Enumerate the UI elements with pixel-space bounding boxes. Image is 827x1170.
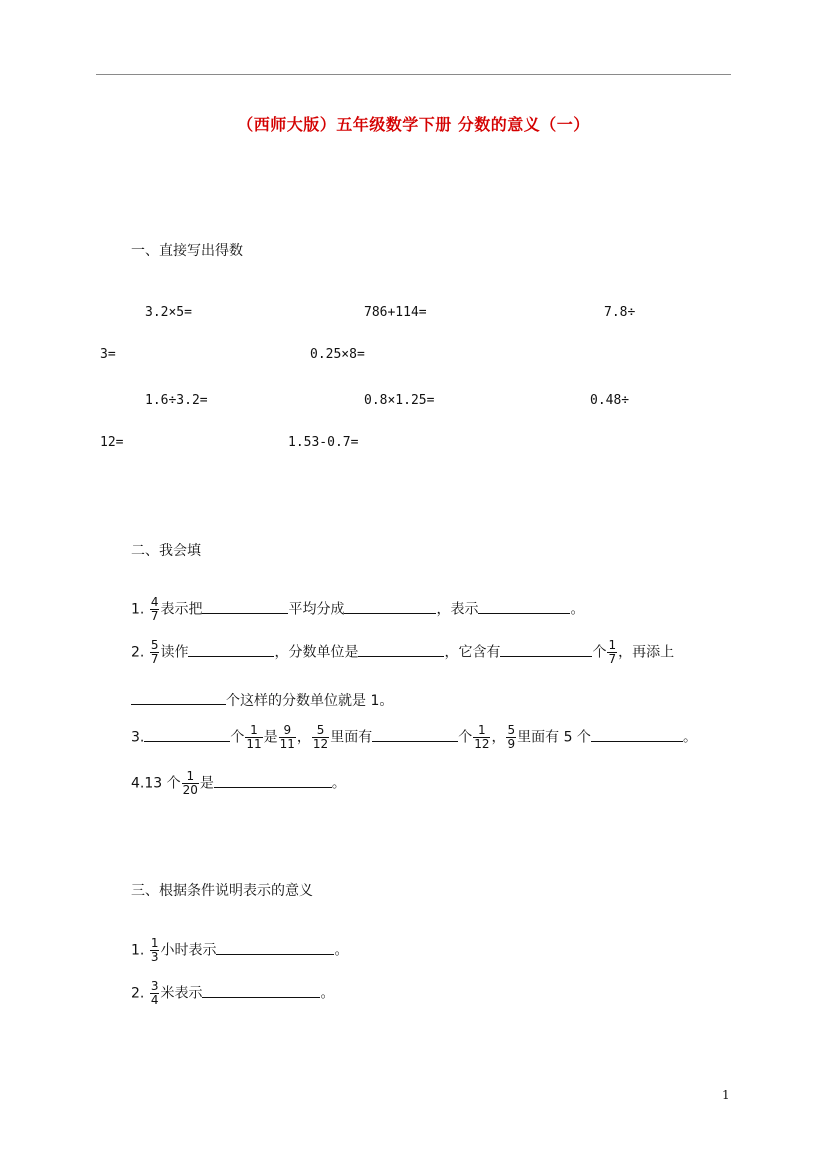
answer-blank[interactable] [216, 942, 334, 955]
fraction: $\frac{1}{7}$ [608, 638, 617, 666]
calc-item: 786+114= [364, 305, 427, 320]
fraction: $\frac{1}{11}$ [246, 723, 262, 751]
fraction: $\frac{5}{7}$ [150, 638, 159, 666]
answer-blank[interactable] [144, 729, 230, 742]
calc-item: 12= [100, 435, 124, 450]
answer-blank[interactable] [202, 985, 320, 998]
fraction: $\frac{1}{12}$ [474, 723, 490, 751]
section2-heading: 二、我会填 [131, 543, 201, 559]
question-2-4: 4.13 个 $\frac{1}{20}$ 是 。 [131, 769, 346, 797]
fraction: $\frac{1}{3}$ [150, 936, 159, 964]
section1-heading: 一、直接写出得数 [131, 243, 243, 259]
fraction: $\frac{3}{4}$ [150, 979, 159, 1007]
question-3-2: 2. $\frac{3}{4}$ 米表示 。 [131, 979, 335, 1007]
answer-blank[interactable] [500, 644, 592, 657]
calc-item: 1.6÷3.2= [145, 393, 208, 408]
answer-blank[interactable] [344, 601, 436, 614]
question-2-2: 2. $\frac{5}{7}$ 读作 ，分数单位是 ，它含有 个 $\frac{1}{7}$ ，再添上 [131, 638, 675, 666]
fraction: $\frac{5}{12}$ [312, 723, 329, 751]
page-number: 1 [722, 1088, 730, 1102]
question-2-3: 3. 个 $\frac{1}{11}$ 是 $\frac{9}{11}$ ， $\frac{5}{12}$ 里面有 个 $\frac{1}{12}$ ， $\frac{5}{9}$ 里面有 5 个 。 [131, 723, 697, 751]
section3-heading: 三、根据条件说明表示的意义 [131, 883, 313, 899]
answer-blank[interactable] [131, 692, 226, 705]
answer-blank[interactable] [591, 729, 683, 742]
answer-blank[interactable] [188, 644, 274, 657]
answer-blank[interactable] [372, 729, 458, 742]
fraction: $\frac{1}{20}$ [182, 769, 198, 797]
question-2-2-cont: 个这样的分数单位就是 1。 [131, 690, 393, 710]
fraction: $\frac{9}{11}$ [279, 723, 295, 751]
calc-item: 1.53-0.7= [288, 435, 359, 450]
answer-blank[interactable] [202, 601, 288, 614]
calc-item: 0.48÷ [590, 393, 630, 408]
fraction: $\frac{4}{7}$ [150, 595, 159, 623]
calc-item: 3.2×5= [145, 305, 192, 320]
question-2-1: 1. $\frac{4}{7}$ 表示把 平均分成 ，表示 。 [131, 595, 585, 623]
answer-blank[interactable] [214, 775, 332, 788]
page-title: （西师大版）五年级数学下册 分数的意义（一） [237, 115, 590, 134]
calc-item: 0.8×1.25= [364, 393, 435, 408]
header-rule [96, 74, 731, 75]
answer-blank[interactable] [478, 601, 570, 614]
calc-item: 0.25×8= [310, 347, 365, 362]
question-3-1: 1. $\frac{1}{3}$ 小时表示 。 [131, 936, 349, 964]
calc-item: 3= [100, 347, 116, 362]
answer-blank[interactable] [358, 644, 444, 657]
fraction: $\frac{5}{9}$ [507, 723, 516, 751]
calc-item: 7.8÷ [604, 305, 636, 320]
